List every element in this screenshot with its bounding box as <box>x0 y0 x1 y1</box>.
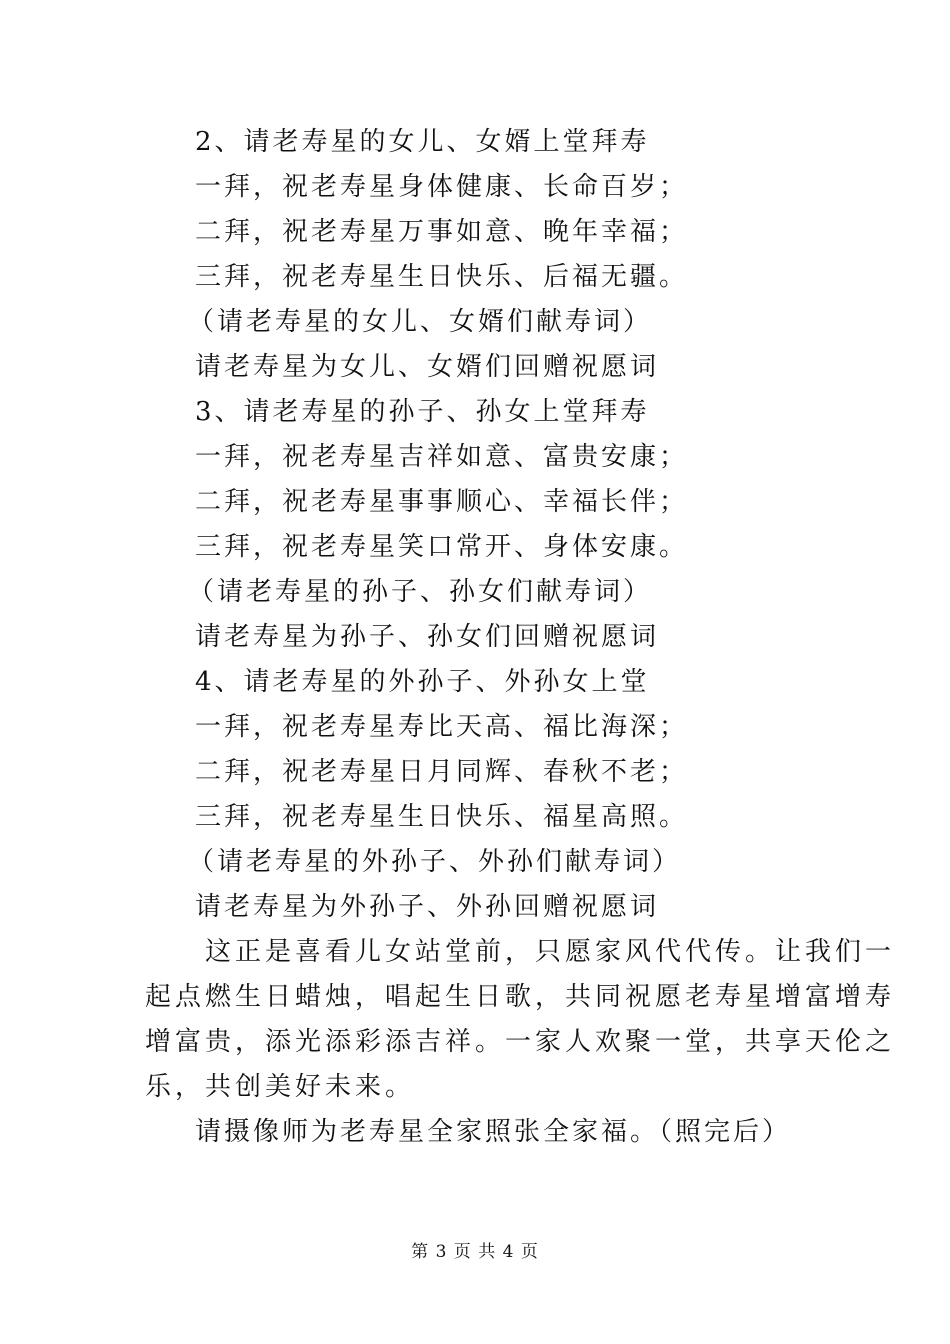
paragraph-line: 乐，共创美好未来。 <box>145 1072 416 1102</box>
text-line: 三拜，祝老寿星笑口常开、身体安康。 <box>195 532 689 562</box>
text-line: 请老寿星为女儿、女婿们回赠祝愿词 <box>195 352 660 382</box>
text-line: 2、请老寿星的女儿、女婿上堂拜寿 <box>195 127 650 157</box>
text-line: 二拜，祝老寿星事事顺心、幸福长伴； <box>195 487 689 517</box>
text-line: 4、请老寿星的外孙子、外孙女上堂 <box>195 667 650 697</box>
text-line: 二拜，祝老寿星万事如意、晚年幸福； <box>195 217 689 247</box>
text-line: （请老寿星的女儿、女婿们献寿词） <box>188 307 653 337</box>
text-line: （请老寿星的外孙子、外孙们献寿词） <box>188 847 682 877</box>
paragraph-line: 起点燃生日蜡烛，唱起生日歌，共同祝愿老寿星增富增寿 <box>145 982 896 1012</box>
closing-line: 请摄像师为老寿星全家照张全家福。（照完后） <box>195 1117 792 1147</box>
text-line: 三拜，祝老寿星生日快乐、福星高照。 <box>195 802 689 832</box>
paragraph-line: 这正是喜看儿女站堂前，只愿家风代代传。让我们一 <box>145 937 896 967</box>
text-line: 一拜，祝老寿星身体健康、长命百岁； <box>195 172 689 202</box>
text-line: 3、请老寿星的孙子、孙女上堂拜寿 <box>195 397 650 427</box>
text-line: 一拜，祝老寿星寿比天高、福比海深； <box>195 712 689 742</box>
text-line: 二拜，祝老寿星日月同辉、春秋不老； <box>195 757 689 787</box>
text-line: 请老寿星为外孙子、外孙回赠祝愿词 <box>195 892 660 922</box>
text-line: 三拜，祝老寿星生日快乐、后福无疆。 <box>195 262 689 292</box>
text-line: 一拜，祝老寿星吉祥如意、富贵安康； <box>195 442 689 472</box>
page-footer: 第 3 页 共 4 页 <box>411 1242 539 1262</box>
text-line: （请老寿星的孙子、孙女们献寿词） <box>188 577 653 607</box>
text-line: 请老寿星为孙子、孙女们回赠祝愿词 <box>195 622 660 652</box>
paragraph-line: 增富贵，添光添彩添吉祥。一家人欢聚一堂，共享天伦之 <box>145 1027 896 1057</box>
